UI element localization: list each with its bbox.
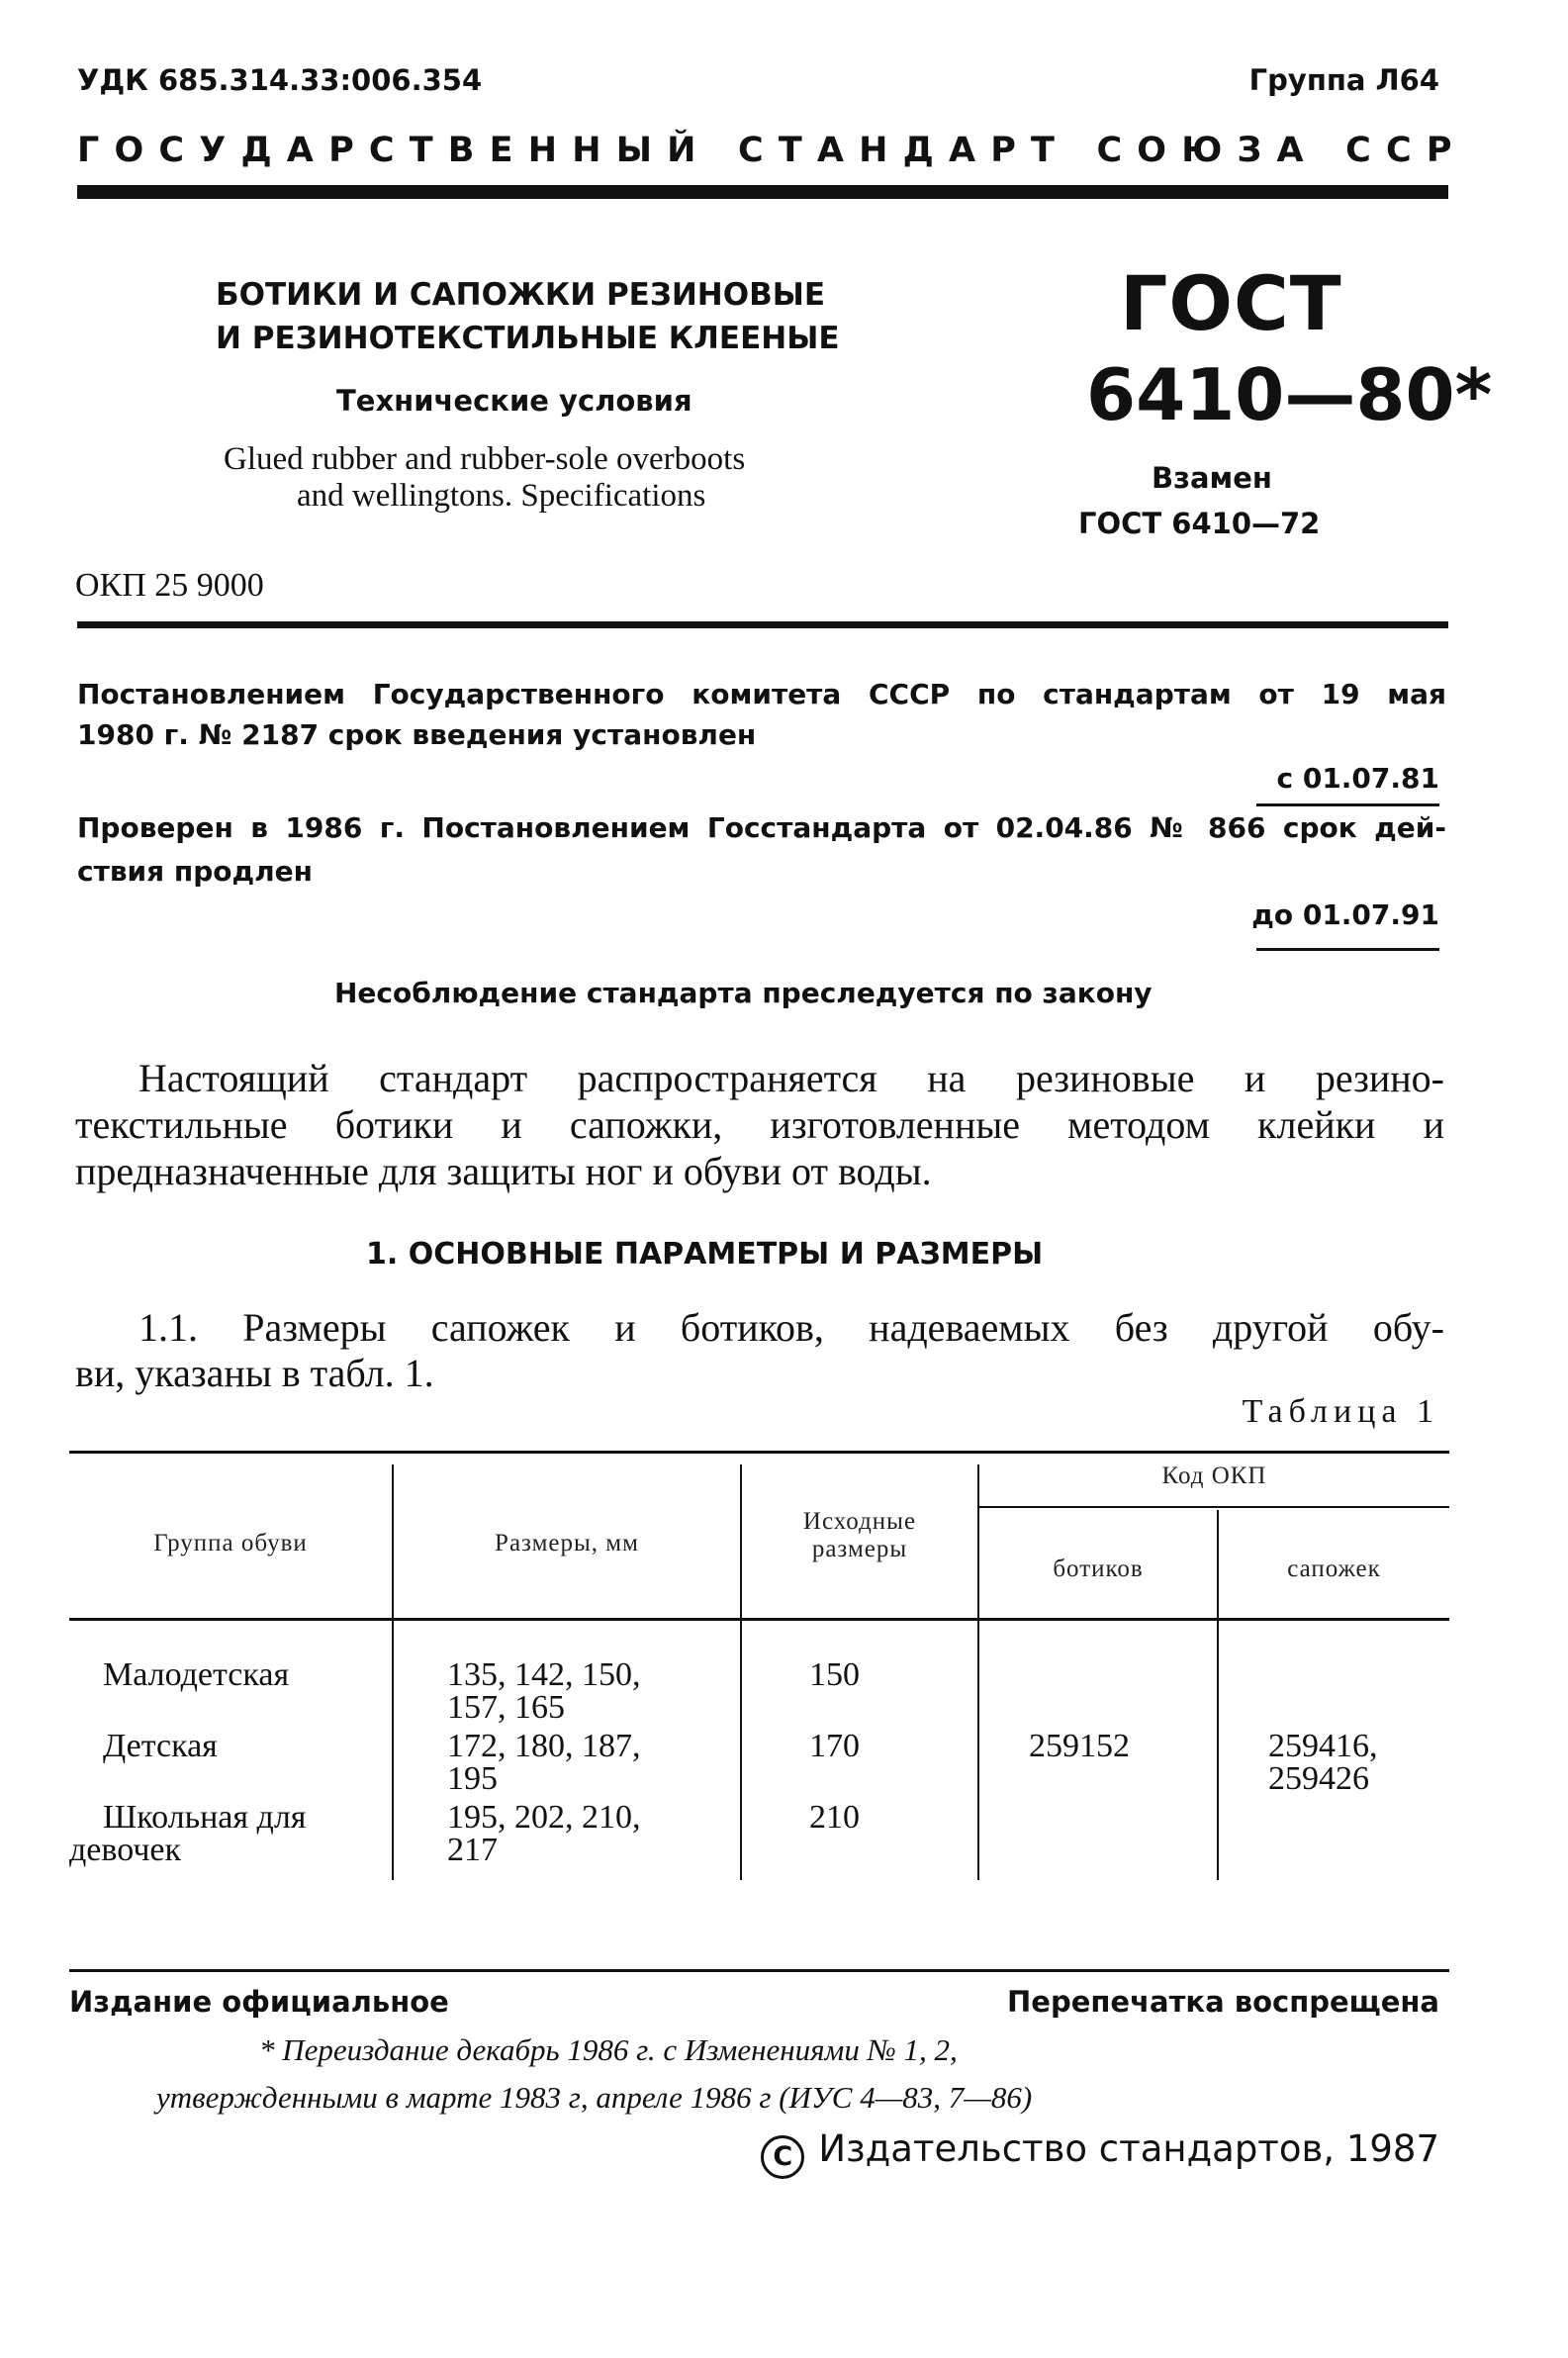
scope-line-1: Настоящий стандарт распространяется на резиновые и резино- bbox=[138, 1056, 1444, 1100]
state-standard-letter: Т bbox=[409, 131, 433, 170]
row-3-sizes: 195, 202, 210, bbox=[447, 1799, 641, 1836]
copyright-icon: C bbox=[761, 2135, 804, 2179]
extended-date: до 01.07.91 bbox=[1251, 898, 1439, 931]
item-1-1-line-2: ви, указаны в табл. 1. bbox=[75, 1351, 434, 1395]
reissue-note-line-1: * Переиздание декабрь 1986 г. с Изменениями № 1, 2, bbox=[259, 2032, 958, 2067]
row-2-group: Детская bbox=[103, 1728, 218, 1764]
state-standard-letter: Т bbox=[778, 131, 802, 170]
header-boots: ботиков bbox=[1053, 1556, 1144, 1582]
header-okp: Код ОКП bbox=[1161, 1462, 1267, 1489]
row-3-sizes-cont: 217 bbox=[447, 1832, 498, 1868]
state-standard-letter bbox=[711, 131, 723, 170]
publisher-line bbox=[761, 2127, 1439, 2179]
header-group: Группа обуви bbox=[153, 1530, 308, 1556]
state-standard-letter: А bbox=[1276, 131, 1304, 170]
resolution-line-1: Постановлением Государственного комитета СССР по стандартам от 19 мая bbox=[77, 678, 1446, 710]
state-standard-letter: С bbox=[1386, 131, 1412, 170]
item-1-1-line-1: 1.1. Размеры сапожек и ботиков, надеваемых без другой обу- bbox=[138, 1305, 1444, 1350]
header-base-sizes-2: размеры bbox=[811, 1536, 908, 1562]
row-2-base: 170 bbox=[809, 1728, 860, 1764]
row-3-group-cont: девочек bbox=[69, 1832, 182, 1868]
state-standard-letter: А bbox=[948, 131, 976, 170]
replaces-standard: ГОСТ 6410—72 bbox=[1078, 507, 1321, 540]
gost-label: ГОСТ bbox=[1120, 259, 1342, 347]
english-title-line-2: and wellingtons. Specifications bbox=[297, 478, 706, 514]
reprint-prohibited: Перепечатка воспрещена bbox=[1007, 1985, 1439, 2019]
table-header-rule bbox=[69, 1618, 1449, 1621]
header-sizes: Размеры, мм bbox=[495, 1530, 639, 1556]
row-1-base: 150 bbox=[809, 1656, 860, 1693]
state-standard-letter: У bbox=[199, 131, 227, 170]
okp-wellingtons-code-2: 259426 bbox=[1268, 1760, 1369, 1797]
title-line-2: И РЕЗИНОТЕКСТИЛЬНЫЕ КЛЕЕНЫЕ bbox=[216, 321, 840, 356]
state-standard-letter: Н bbox=[859, 131, 888, 170]
row-3-group: Школьная для bbox=[103, 1799, 307, 1836]
group-code: Группа Л64 bbox=[1248, 63, 1439, 97]
table-okp-subrule bbox=[977, 1506, 1449, 1508]
row-1-sizes-cont: 157, 165 bbox=[447, 1689, 565, 1726]
title-line-1: БОТИКИ И САПОЖКИ РЕЗИНОВЫЕ bbox=[216, 277, 826, 313]
state-standard-letter: А bbox=[816, 131, 844, 170]
replaces-label: Взамен bbox=[1152, 461, 1272, 495]
state-standard-letter: Й bbox=[667, 131, 696, 170]
state-standard-letter: Д bbox=[240, 131, 272, 170]
row-1-sizes: 135, 142, 150, bbox=[447, 1656, 641, 1693]
state-standard-letter: С bbox=[158, 131, 185, 170]
section-heading: 1. ОСНОВНЫЕ ПАРАМЕТРЫ И РАЗМЕРЫ bbox=[366, 1237, 1044, 1272]
gost-number: 6410—80* bbox=[1086, 353, 1493, 436]
state-standard-letter: С bbox=[1096, 131, 1123, 170]
state-standard-letter: С bbox=[368, 131, 395, 170]
state-standard-letter: Р bbox=[990, 131, 1016, 170]
state-standard-letter: О bbox=[114, 131, 144, 170]
reissue-note-line-2: утвержденными в марте 1983 г, апреле 1986 г (ИУС 4—83, 7—86) bbox=[156, 2080, 1033, 2115]
row-3-base: 210 bbox=[809, 1799, 860, 1836]
okp-boots-code: 259152 bbox=[1029, 1728, 1130, 1764]
state-standard-letter: О bbox=[1137, 131, 1167, 170]
official-edition: Издание официальное bbox=[69, 1985, 449, 2019]
state-standard-letter: З bbox=[1237, 131, 1262, 170]
row-1-group: Малодетская bbox=[103, 1656, 290, 1693]
table-caption: Таблица 1 bbox=[1242, 1393, 1439, 1430]
state-standard-letter bbox=[1319, 131, 1331, 170]
subtitle: Технические условия bbox=[336, 384, 692, 418]
okp-wellingtons-code-1: 259416, bbox=[1268, 1728, 1378, 1764]
footer-rule bbox=[69, 1969, 1449, 1972]
state-standard-letter: В bbox=[447, 131, 475, 170]
english-title-line-1: Glued rubber and rubber-sole overboots bbox=[224, 441, 746, 477]
udk-code: УДК 685.314.33:006.354 bbox=[77, 63, 483, 97]
state-standard-letter: Е bbox=[489, 131, 513, 170]
publisher-name: Издательство стандартов, 1987 bbox=[818, 2127, 1439, 2170]
state-standard-heading bbox=[77, 131, 1452, 170]
table-col-divider-1 bbox=[392, 1464, 394, 1880]
table-col-divider-3 bbox=[977, 1464, 979, 1880]
header-base-sizes: Исходные bbox=[802, 1508, 917, 1535]
resolution-line-2: 1980 г. № 2187 срок введения установлен bbox=[77, 718, 757, 751]
state-standard-letter: Н bbox=[527, 131, 558, 170]
state-standard-letter: Р bbox=[328, 131, 354, 170]
okp-code: ОКП 25 9000 bbox=[75, 567, 264, 604]
state-standard-letter: С bbox=[1345, 131, 1371, 170]
effective-date-underline bbox=[1256, 803, 1439, 806]
state-standard-letter: Г bbox=[77, 131, 100, 170]
resolution-line-3: Проверен в 1986 г. Постановлением Госстандарта от 02.04.86 № 866 срок дей- bbox=[77, 811, 1446, 844]
scope-line-2: текстильные ботики и сапожки, изготовленные методом клейки и bbox=[75, 1102, 1444, 1147]
header-wellingtons: сапожек bbox=[1287, 1556, 1381, 1582]
state-standard-letter: Д bbox=[902, 131, 934, 170]
resolution-line-4: ствия продлен bbox=[77, 855, 313, 888]
state-standard-letter: Т bbox=[1031, 131, 1055, 170]
state-standard-letter: Р bbox=[1426, 131, 1452, 170]
state-standard-letter: Ю bbox=[1181, 131, 1223, 170]
row-2-sizes: 172, 180, 187, bbox=[447, 1728, 641, 1764]
header-thick-rule bbox=[77, 185, 1448, 199]
legal-notice: Несоблюдение стандарта преследуется по закону bbox=[334, 977, 1153, 1009]
state-standard-letter: Ы bbox=[615, 131, 652, 170]
scope-line-3: предназначенные для защиты ног и обуви от воды. bbox=[75, 1149, 932, 1193]
effective-date: с 01.07.81 bbox=[1276, 762, 1439, 795]
state-standard-letter: С bbox=[737, 131, 764, 170]
table-top-rule bbox=[69, 1451, 1449, 1454]
state-standard-letter bbox=[1069, 131, 1081, 170]
state-standard-letter: Н bbox=[572, 131, 601, 170]
row-2-sizes-cont: 195 bbox=[447, 1760, 498, 1797]
state-standard-letter: А bbox=[286, 131, 314, 170]
extended-date-underline bbox=[1256, 948, 1439, 951]
title-block-rule bbox=[77, 621, 1448, 628]
